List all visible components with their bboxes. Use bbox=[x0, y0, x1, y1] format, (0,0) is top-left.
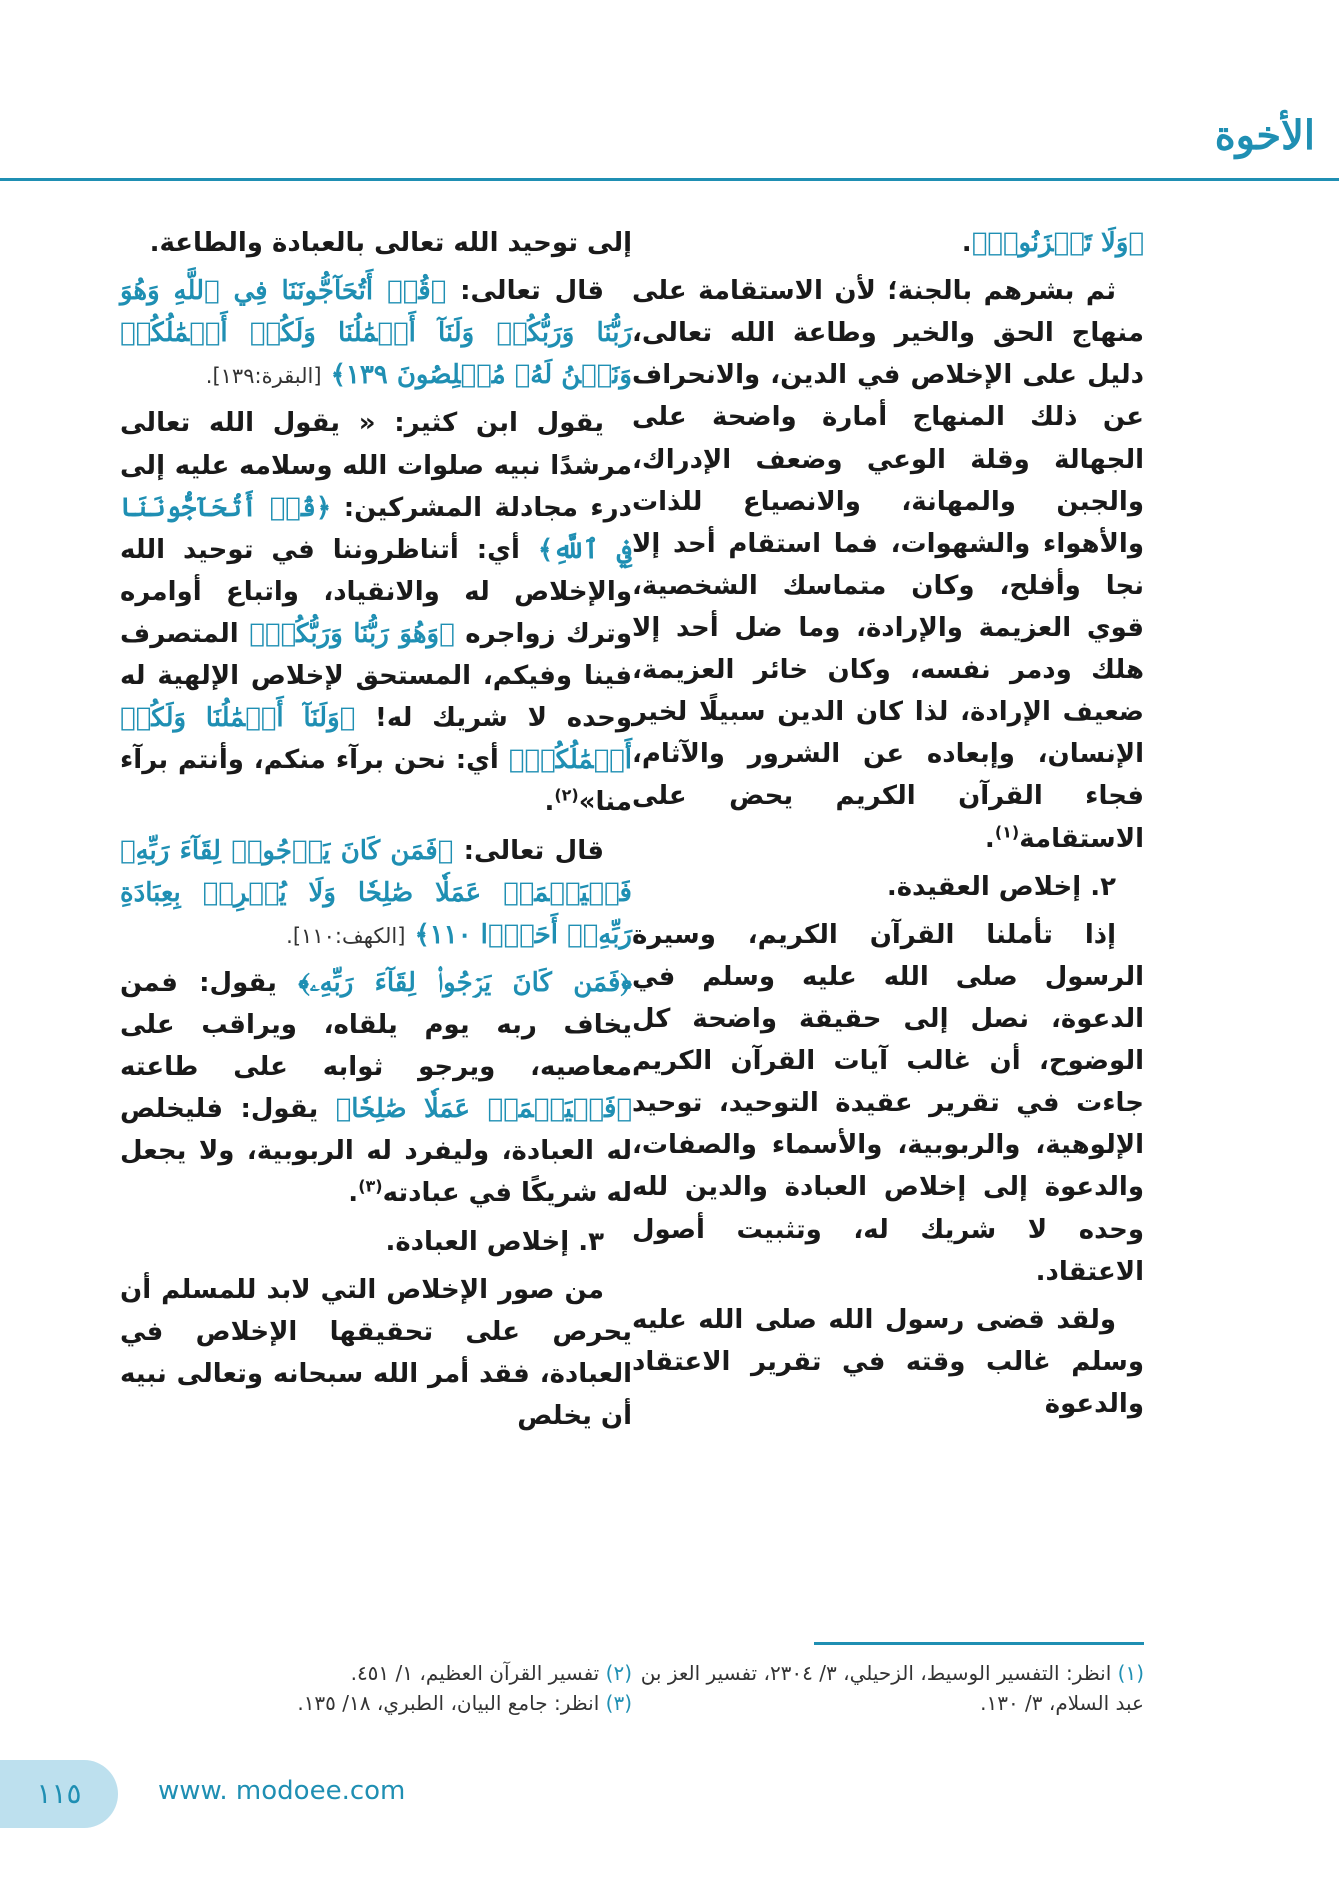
body-text: ثم بشرهم بالجنة؛ لأن الاستقامة على منهاج الحق والخير وطاعة الله تعالى، دليل على الإخلاص في الدين، والانحراف عن ذلك المنهاج أمارة واضحة على الجهالة وقلة الوعي وضعف الإدراك، والجبن والمهانة، والانصياع للذات والأهواء والشهوات، فما استقام أحد إلا نجا وأفلح، وكان متماسك الشخصية، قوي العزيمة والإرادة، وما ضل أحد إلا هلك ودمر نفسه، وكان خائر العزيمة، ضعيف الإرادة، لذا كان الدين سبيلًا لخير الإنسان، وإبعاده عن الشرور والآثام، فجاء القرآن الكريم يحض على الاستقامة bbox=[632, 276, 1144, 854]
para-rasul bbox=[632, 1299, 1144, 1425]
para-tawheed bbox=[120, 222, 632, 264]
heading-number: ٢. bbox=[1090, 871, 1116, 902]
body-text: ولقد قضى رسول الله صلى الله عليه وسلم غالب وقته في تقرير الاعتقاد والدعوة bbox=[632, 1304, 1144, 1419]
para-kahf bbox=[120, 830, 632, 956]
para-ibada bbox=[120, 1269, 632, 1437]
body-text: المتصرف فينا وفيكم، المستحق لإخلاص الإلهية له وحده لا شريك له! bbox=[120, 618, 632, 734]
right-column bbox=[632, 222, 1144, 1431]
quran-verse: ﴿قُلۡ أَتُحَآجُّونَنَا فِي ٱللَّهِ﴾ bbox=[120, 492, 632, 565]
para-ayah-1 bbox=[632, 222, 1144, 264]
quran-verse: ﴿فَمَن كَانَ يَرۡجُوا۟ لِقَآءَ رَبِّهِۦ﴾ bbox=[298, 967, 632, 998]
heading-text: إخلاص العبادة. bbox=[385, 1226, 570, 1257]
footnote-number: (٢) bbox=[605, 1661, 632, 1685]
footnote bbox=[120, 1688, 632, 1718]
verse-reference: [الكهف:١١٠]. bbox=[286, 923, 406, 948]
quran-verse: ﴿وَهُوَ رَبُّنَا وَرَبُّكُمۡ﴾ bbox=[249, 618, 455, 649]
footnote-text: تفسير القرآن العظيم، ١/ ٤٥١. bbox=[350, 1661, 600, 1685]
footnote-text: انظر: جامع البيان، الطبري، ١٨/ ١٣٥. bbox=[297, 1691, 600, 1715]
section-heading-3 bbox=[120, 1221, 632, 1263]
body-text: قال تعالى: bbox=[463, 835, 604, 866]
punct: . bbox=[984, 823, 995, 854]
body-text: إذا تأملنا القرآن الكريم، وسيرة الرسول صلى الله عليه وسلم في الدعوة، نصل إلى حقيقة واضحة كل الوضوح، أن غالب آيات القرآن الكريم جاءت في تقرير عقيدة التوحيد، توحيد الإلوهية، والربوبية، والأسماء والصفات، والدعوة إلى إخلاص العبادة والدين لله وحده لا شريك له، وتثبيت أصول الاعتقاد. bbox=[632, 919, 1144, 1287]
footnote bbox=[120, 1658, 632, 1688]
heading-number: ٣. bbox=[578, 1226, 604, 1257]
section-heading-2 bbox=[632, 866, 1144, 908]
footnote bbox=[632, 1658, 1144, 1718]
footnote-number: (١) bbox=[1117, 1661, 1144, 1685]
punct: . bbox=[961, 228, 972, 258]
body-text: قال تعالى: bbox=[460, 276, 604, 307]
footnote-number: (٣) bbox=[605, 1691, 632, 1715]
quran-verse: ﴿وَلَنَآ أَعۡمَٰلُنَا وَلَكُمۡ أَعۡمَٰلُكُمۡ﴾ bbox=[120, 703, 632, 776]
quran-verse: ﴿قُلۡ أَتُحَآجُّونَنَا فِي ٱللَّهِ وَهُوَ رَبُّنَا وَرَبُّكُمۡ وَلَنَآ أَعۡمَٰلُنَا وَلَكُمۡ أَعۡمَٰلُكُمۡ وَنَحۡنُ لَهُۥ مُخۡلِصُونَ ١٣٩﴾ bbox=[120, 276, 632, 391]
para-ibn-kathir: يقول ابن كثير: « يقول الله تعالى مرشدًا نبيه صلوات الله وسلامه عليه إلى درء مجادلة المشركين: ﴿قُلۡ أَتُحَآجُّونَنَا فِي ٱللَّهِ﴾ أي: أتناظروننا في توحيد الله والإخلاص له والانقياد، واتباع أوامره وترك زواجره ﴿وَهُوَ رَبُّنَا وَرَبُّكُمۡ﴾ المتصرف فينا وفيكم، المستحق لإخلاص الإلهية له وحده لا شريك له! ﴿وَلَنَآ أَعۡمَٰلُنَا وَلَكُمۡ أَعۡمَٰلُكُمۡ﴾ أي: نحن برآء منكم، وأنتم برآء منا»$^{(٢)}$. bbox=[120, 408, 632, 818]
body-text: يقول ابن كثير: « يقول الله تعالى مرشدًا نبيه صلوات الله وسلامه عليه إلى درء مجادلة المشركين: bbox=[120, 408, 632, 523]
heading-text: إخلاص العقيدة. bbox=[886, 871, 1082, 902]
footnote-text: انظر: التفسير الوسيط، الزحيلي، ٣/ ٢٣٠٤، تفسير العز بن عبد السلام، ٣/ ١٣٠. bbox=[640, 1661, 1144, 1715]
footnote-divider bbox=[814, 1642, 1144, 1645]
body-text: أي: أتناظروننا في توحيد الله والإخلاص له والانقياد، واتباع أوامره وترك زواجره bbox=[120, 534, 632, 649]
footnote-marker: (٣) bbox=[358, 1176, 383, 1196]
body-text: يقول: فليخلص له العبادة، وليفرد له الربوبية، ولا يجعل له شريكًا في عبادته bbox=[120, 1094, 632, 1209]
para-aqeeda bbox=[632, 914, 1144, 1293]
body-text: أي: نحن برآء منكم، وأنتم برآء منا» bbox=[120, 745, 632, 818]
header-divider bbox=[0, 178, 1339, 181]
verse-reference: [البقرة:١٣٩]. bbox=[205, 364, 322, 389]
body-text: إلى توحيد الله تعالى بالعبادة والطاعة. bbox=[149, 228, 632, 258]
para-istiqama bbox=[632, 270, 1144, 860]
page-number: ١١٥ bbox=[0, 1760, 118, 1828]
footnotes-left bbox=[120, 1658, 632, 1718]
quran-verse: ﴿وَلَا تَحۡزَنُوا۟﴾ bbox=[971, 228, 1144, 258]
body-text: من صور الإخلاص التي لابد للمسلم أن يحرص على تحقيقها الإخلاص في العبادة، فقد أمر الله سبحانه وتعالى نبيه أن يخلص bbox=[120, 1274, 632, 1431]
footnote-marker: (٢) bbox=[554, 785, 579, 805]
para-baqara bbox=[120, 270, 632, 396]
page-title: الأخوة bbox=[1214, 112, 1315, 159]
quran-verse: ﴿فَلۡيَعۡمَلۡ عَمَلٗا صَٰلِحٗا﴾ bbox=[335, 1094, 632, 1125]
para-yarju: ﴿فَمَن كَانَ يَرۡجُوا۟ لِقَآءَ رَبِّهِۦ﴾ يقول: فمن يخاف ربه يوم يلقاه، ويراقب على معاصيه، ويرجو ثوابه على طاعته ﴿فَلۡيَعۡمَلۡ عَمَلٗا صَٰلِحٗا﴾ يقول: فليخلص له العبادة، وليفرد له الربوبية، ولا يجعل له شريكًا في عبادته$^{(٣)}$. bbox=[120, 967, 632, 1209]
footnotes-right bbox=[632, 1658, 1144, 1718]
website-link[interactable]: www. modoee.com bbox=[158, 1776, 406, 1806]
footnote-marker: (١) bbox=[994, 821, 1020, 841]
body-text: يقول: فمن يخاف ربه يوم يلقاه، ويراقب على معاصيه، ويرجو ثوابه على طاعته bbox=[120, 967, 632, 1083]
quran-verse: ﴿فَمَن كَانَ يَرۡجُوا۟ لِقَآءَ رَبِّهِۦ فَلۡيَعۡمَلۡ عَمَلٗا صَٰلِحٗا وَلَا يُشۡرِكۡ بِعِبَادَةِ رَبِّهِۦٓ أَحَدَۢا ١١٠﴾ bbox=[120, 835, 632, 950]
left-column bbox=[120, 222, 632, 1443]
